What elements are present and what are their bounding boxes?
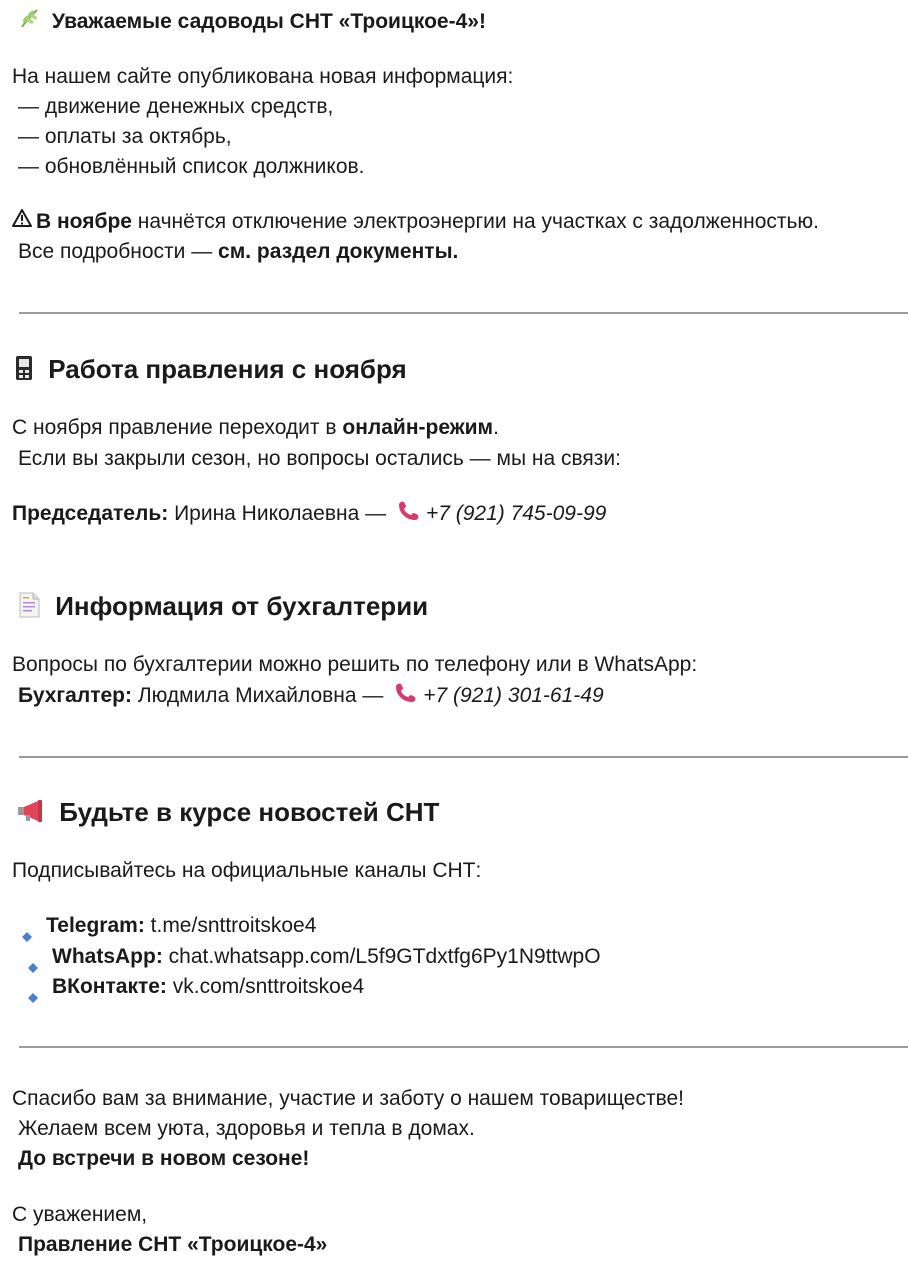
divider	[19, 312, 908, 314]
divider	[19, 1046, 908, 1048]
warning-bold: В ноябре	[36, 210, 132, 233]
megaphone-icon	[16, 798, 46, 830]
channel-label: ВКонтакте:	[52, 975, 167, 998]
warning-text: начнётся отключение электроэнергии на участках с задолженностью.	[131, 210, 820, 233]
intro-item: — обновлённый список должников.	[18, 155, 365, 178]
news-heading-text: Будьте в курсе новостей СНТ	[59, 797, 440, 827]
chairman-name: Ирина Николаевна —	[168, 502, 392, 526]
channel-link[interactable]: chat.whatsapp.com/L5f9GTdxtfg6Py1N9ttwpO	[162, 945, 601, 968]
herb-icon	[18, 7, 40, 38]
closing-line2: Желаем всем уюта, здоровья и тепла в домах.	[18, 1117, 475, 1140]
channel-label: WhatsApp:	[52, 945, 163, 968]
documents-link[interactable]: см. раздел документы.	[218, 240, 459, 263]
bullet-icon	[28, 982, 38, 992]
accountant-phone[interactable]: +7 (921) 301-61-49	[423, 684, 604, 708]
bullet-icon	[28, 952, 38, 962]
intro-item: — оплаты за октябрь,	[18, 125, 232, 148]
board-line1	[12, 413, 499, 443]
divider	[19, 756, 908, 758]
accounting-heading-text: Информация от бухгалтерии	[55, 591, 429, 621]
channel-link[interactable]: vk.com/snttroitskoe4	[166, 975, 365, 998]
pager-icon	[13, 355, 35, 387]
bullet-icon	[22, 921, 32, 931]
phone-icon	[396, 499, 422, 530]
chairman-phone[interactable]: +7 (921) 745-09-99	[425, 502, 607, 526]
phone-icon	[393, 681, 419, 712]
warning-icon	[12, 207, 32, 237]
chairman-role: Председатель:	[12, 502, 169, 526]
greeting-title: Уважаемые садоводы СНТ «Троицкое-4»!	[51, 10, 486, 34]
board-line1-suffix: .	[493, 416, 499, 439]
warning-line	[12, 207, 819, 237]
accountant-role: Бухгалтер:	[18, 684, 132, 708]
page-facing-up-icon	[16, 591, 42, 625]
board-heading-text: Работа правления с ноября	[48, 354, 407, 384]
intro-lead: На нашем сайте опубликована новая информация:	[12, 65, 514, 88]
accounting-line1: Вопросы по бухгалтерии можно решить по телефону или в WhatsApp:	[12, 653, 698, 676]
closing-line1: Спасибо вам за внимание, участие и заботу о нашем товариществе!	[12, 1087, 684, 1110]
news-heading	[16, 797, 439, 830]
board-line1-prefix: С ноября правление переходит в	[12, 416, 343, 439]
channel-item-vk	[28, 972, 364, 1002]
closing-line3: До встречи в новом сезоне!	[18, 1147, 310, 1170]
warning-details-prefix: Все подробности —	[18, 240, 219, 263]
channel-link[interactable]: t.me/snttroitskoe4	[144, 914, 317, 937]
news-lead: Подписывайтесь на официальные каналы СНТ:	[12, 859, 482, 882]
channel-item-telegram	[22, 911, 316, 941]
intro-item: — движение денежных средств,	[18, 95, 334, 118]
board-line1-bold: онлайн-режим	[342, 416, 494, 439]
channel-label: Telegram:	[46, 914, 145, 937]
warning-details	[18, 237, 458, 267]
board-heading	[13, 354, 407, 387]
regards: С уважением,	[12, 1203, 148, 1226]
signature: Правление СНТ «Троицкое-4»	[18, 1233, 328, 1256]
greeting-heading	[18, 7, 486, 38]
accounting-heading	[16, 591, 428, 625]
chairman-contact	[12, 499, 606, 530]
channel-item-whatsapp	[28, 942, 601, 972]
accountant-contact	[18, 681, 604, 712]
accountant-name: Людмила Михайловна —	[131, 684, 390, 708]
board-line2: Если вы закрыли сезон, но вопросы остались — мы на связи:	[18, 447, 621, 470]
